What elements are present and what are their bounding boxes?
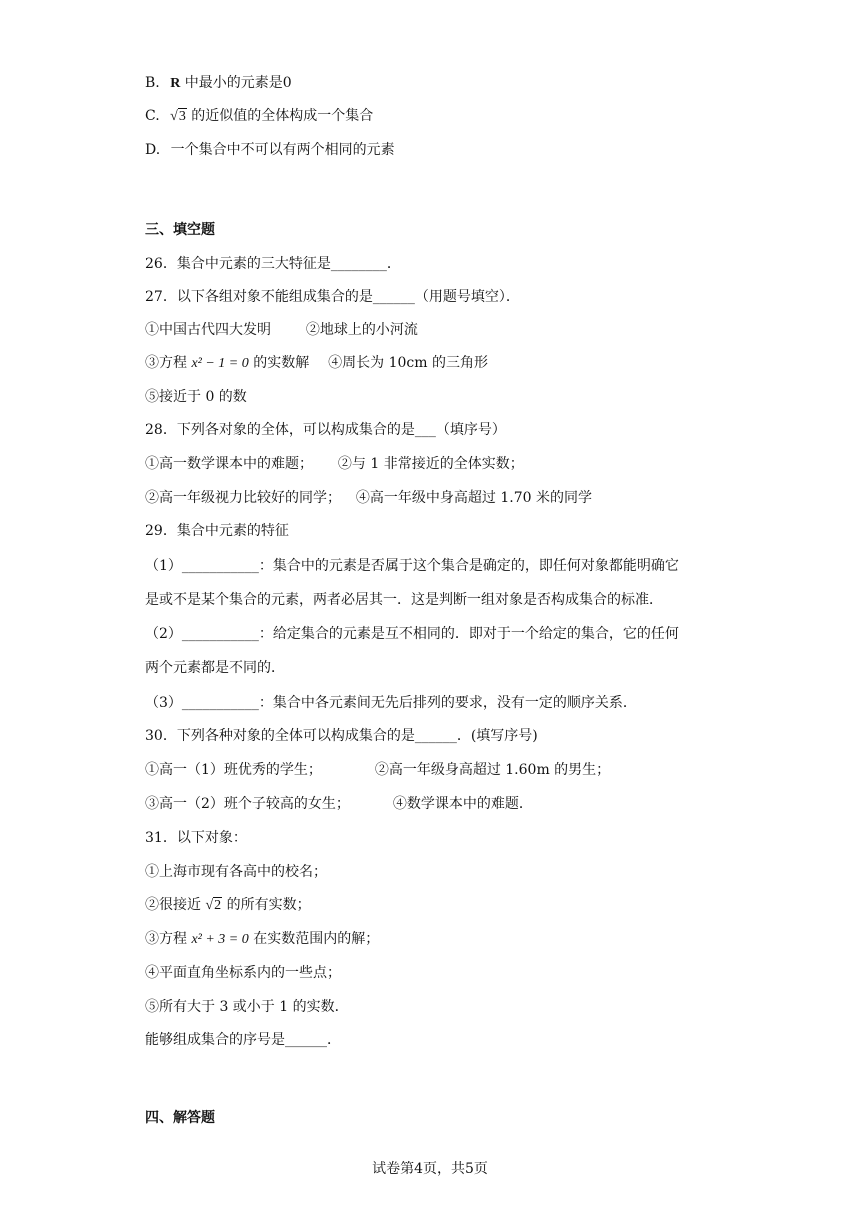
question-29: 29．集合中元素的特征: [145, 523, 289, 539]
q29-paragraph-1-line-1: （1）___________：集合中的元素是否属于这个集合是确定的，即任何对象都能明确它: [145, 558, 679, 574]
q30-items-row-1: [145, 760, 610, 780]
option-d: [145, 140, 395, 160]
question-28: 28．下列各对象的全体，可以构成集合的是___（填序号）: [145, 422, 506, 438]
q31-item-5: ⑤所有大于 3 或小于 1 的实数．: [145, 999, 349, 1015]
option-c-prefix: C.: [145, 108, 160, 124]
option-d-text: 一个集合中不可以有两个相同的元素: [170, 142, 395, 158]
option-b-prefix: B.: [145, 75, 160, 91]
option-b: [145, 73, 292, 94]
q28-item-4: ④高一年级中身高超过 1.70 米的同学: [355, 490, 592, 506]
q30-item-1: ①高一（1）班优秀的学生；: [145, 762, 322, 778]
option-c: [145, 106, 373, 127]
section-3-title: 三、填空题: [145, 222, 215, 238]
q28-items-row-1: [145, 454, 524, 474]
q27-item-3-pre: ③方程: [145, 355, 187, 371]
q31-item-3-post: 在实数范围内的解；: [253, 931, 380, 947]
q28-item-1: ①高一数学课本中的难题；: [145, 456, 313, 472]
q27-items-row-2: [145, 353, 488, 374]
section-4-title: 四、解答题: [145, 1110, 215, 1126]
q31-item-2-post: 的所有实数；: [226, 897, 311, 913]
q30-item-4: ④数学课本中的难题．: [392, 796, 533, 812]
q28-items-row-2: [145, 488, 592, 508]
q27-item-3-post: 的实数解: [253, 355, 310, 371]
option-c-text: 的近似值的全体构成一个集合: [191, 108, 374, 124]
q31-item-2-pre: ②很接近: [145, 897, 201, 913]
page-footer: 试卷第4页，共5页: [372, 1161, 488, 1177]
q29-paragraph-2-line-1: （2）___________：给定集合的元素是互不相同的．即对于一个给定的集合，它的任何: [145, 626, 679, 642]
q31-equation: x² + 3 = 0: [191, 932, 249, 947]
q27-equation: x² − 1 = 0: [191, 356, 249, 371]
q31-item-1: ①上海市现有各高中的校名；: [145, 864, 327, 880]
q31-item-3: [145, 929, 379, 950]
q27-item-1: ①中国古代四大发明: [145, 322, 271, 338]
q30-items-row-2: [145, 794, 533, 814]
q31-ending: 能够组成集合的序号是______．: [145, 1032, 341, 1048]
question-30: 30．下列各种对象的全体可以构成集合的是______．(填写序号): [145, 728, 538, 744]
question-27: 27．以下各组对象不能组成集合的是______（用题号填空）．: [145, 289, 520, 305]
option-b-text: 中最小的元素是0: [184, 75, 292, 91]
q28-item-3: ②高一年级视力比较好的同学；: [145, 490, 341, 506]
q30-item-3: ③高一（2）班个子较高的女生；: [145, 796, 350, 812]
question-31: 31．以下对象：: [145, 830, 247, 846]
option-b-set-symbol: R: [170, 76, 181, 91]
q27-item-5: ⑤接近于 0 的数: [145, 389, 247, 405]
q28-item-2: ②与 1 非常接近的全体实数；: [337, 456, 524, 472]
q29-paragraph-3: （3）___________：集合中各元素间无先后排列的要求，没有一定的顺序关系．: [145, 695, 637, 711]
q27-items-row-1: [145, 320, 418, 340]
q31-item-2: [145, 895, 311, 916]
question-26: 26．集合中元素的三大特征是________．: [145, 256, 401, 272]
sqrt-2-expression: √2: [205, 898, 222, 913]
q27-item-4: ④周长为 10cm 的三角形: [328, 355, 488, 371]
q31-item-3-pre: ③方程: [145, 931, 187, 947]
q27-item-2: ②地球上的小河流: [305, 322, 418, 338]
q29-paragraph-1-line-2: 是或不是某个集合的元素，两者必居其一．这是判断一组对象是否构成集合的标准．: [145, 592, 663, 608]
option-d-prefix: D.: [145, 142, 161, 158]
q31-item-4: ④平面直角坐标系内的一些点；: [145, 965, 341, 981]
q29-paragraph-2-line-2: 两个元素都是不同的．: [145, 660, 285, 676]
q30-item-2: ②高一年级身高超过 1.60m 的男生；: [374, 762, 611, 778]
sqrt-3-expression: √3: [170, 109, 186, 124]
